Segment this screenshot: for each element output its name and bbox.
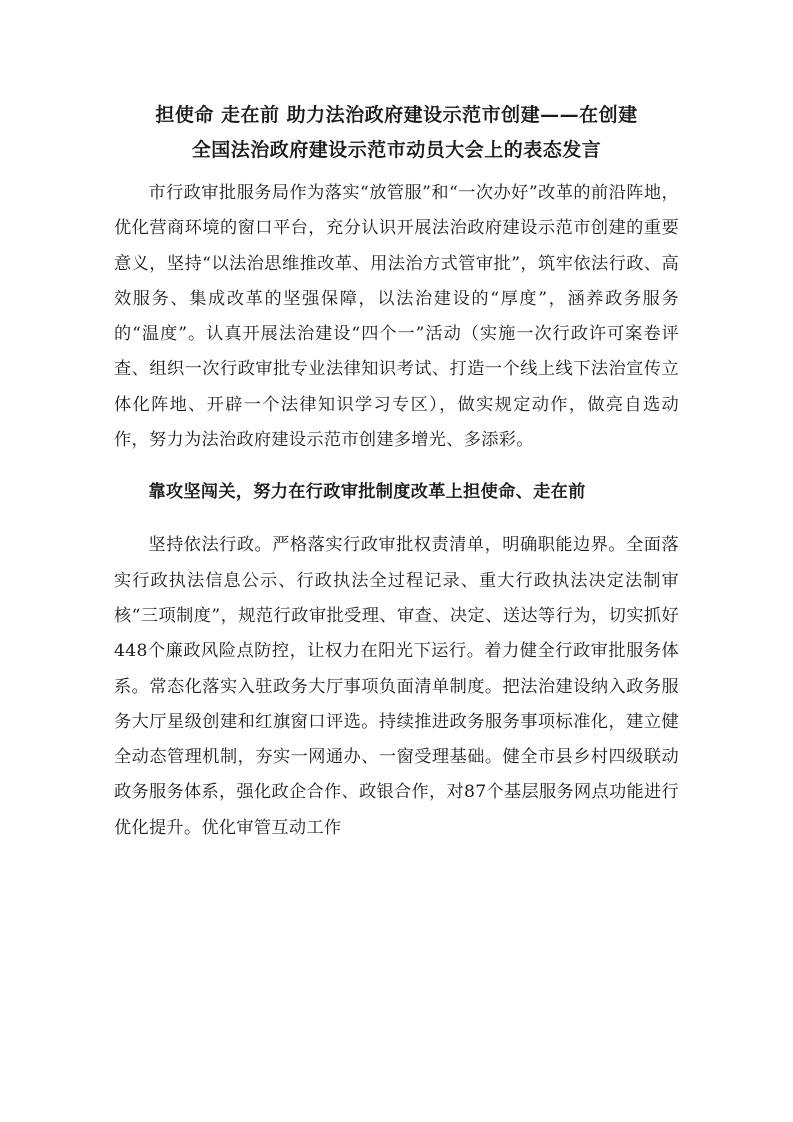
document-title-line-2: 全国法治政府建设示范市动员大会上的表态发言 bbox=[191, 139, 602, 161]
document-title bbox=[114, 98, 679, 168]
document-title-line-1: 担使命 走在前 助力法治政府建设示范市创建——在创建 bbox=[155, 104, 638, 126]
section-heading: 靠攻坚闯关，努力在行政审批制度改革上担使命、走在前 bbox=[148, 482, 586, 503]
body-paragraph: 坚持依法行政。严格落实行政审批权责清单，明确职能边界。全面落实行政执法信息公示、行政执法全过程记录、重大行政执法决定法制审核“三项制度”，规范行政审批受理、审查、决定、送达等行为，切实抓好448个廉政风险点防控，让权力在阳光下运行。着力健全行政审批服务体系。常态化落实入驻政务大厅事项负面清单制度。把法治建设纳入政务服务大厅星级创建和红旗窗口评选。持续推进政务服务事项标准化，建立健全动态管理机制，夯实一网通办、一窗受理基础。健全市县乡村四级联动政务服务体系，强化政企合作、政银合作，对87个基层服务网点功能进行优化提升。优化审管互动工作 bbox=[114, 535, 679, 838]
intro-paragraph: 市行政审批服务局作为落实“放管服”和“一次办好”改革的前沿阵地，优化营商环境的窗口平台，充分认识开展法治政府建设示范市创建的重要意义，坚持“以法治思维推改革、用法治方式管审批”，筑牢依法行政、高效服务、集成改革的坚强保障，以法治建设的“厚度”，涵养政务服务的“温度”。认真开展法治建设“四个一”活动（实施一次行政许可案卷评查、组织一次行政审批专业法律知识考试、打造一个线上线下法治宣传立体化阵地、开辟一个法律知识学习专区），做实规定动作，做亮自选动作，努力为法治政府建设示范市创建多增光、多添彩。 bbox=[114, 183, 679, 451]
